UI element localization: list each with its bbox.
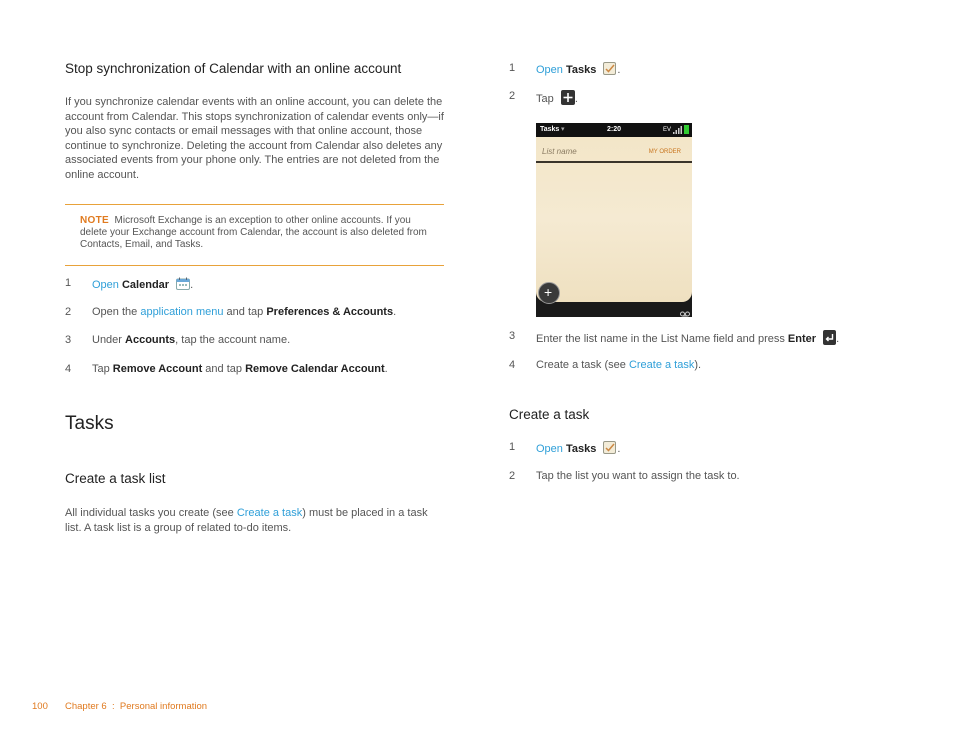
list-item — [509, 90, 889, 108]
step-number: 1 — [65, 277, 72, 289]
paragraph-text: All individual tasks you create (see — [65, 507, 237, 519]
sort-order-selector[interactable]: MY ORDER — [648, 149, 681, 155]
step-bold: Preferences & Accounts — [266, 306, 394, 318]
list-name-placeholder: List name — [542, 147, 577, 156]
enter-key-icon — [823, 330, 836, 348]
step-text: Tap the list you want to assign the task to. — [536, 470, 740, 482]
step-end: , tap the account name. — [175, 334, 291, 346]
status-bar — [536, 123, 692, 137]
step-number: 3 — [65, 334, 72, 346]
list-item — [65, 277, 445, 293]
step-number: 1 — [509, 62, 516, 74]
note-box — [80, 215, 435, 251]
voicemail-icon — [680, 305, 690, 313]
tasks-icon — [603, 441, 617, 457]
step-end: . — [393, 306, 397, 318]
create-a-task-link[interactable]: Create a task — [628, 359, 695, 371]
step-number: 2 — [509, 90, 516, 102]
list-name-field[interactable] — [539, 145, 687, 162]
field-divider — [536, 161, 692, 163]
page-number: 100 — [32, 701, 48, 712]
list-item — [509, 62, 889, 78]
network-label: EV — [663, 127, 672, 133]
plus-icon: + — [544, 284, 553, 300]
step-bold: Tasks — [565, 63, 597, 76]
step-text: and tap — [223, 306, 267, 318]
step-text: Tap — [536, 92, 554, 105]
open-link[interactable]: Open — [536, 442, 563, 455]
step-end: ). — [694, 359, 702, 371]
step-number: 4 — [509, 359, 516, 371]
step-end: . — [574, 92, 578, 105]
create-a-task-heading: Create a task — [509, 407, 590, 422]
open-link[interactable]: Open — [536, 63, 563, 76]
open-link[interactable]: Open — [92, 278, 119, 291]
step-bold: Calendar — [121, 278, 170, 291]
step-end: . — [617, 63, 621, 76]
step-number: 2 — [65, 306, 72, 318]
tasks-icon — [603, 62, 617, 78]
step-end: . — [836, 332, 840, 345]
note-text: Microsoft Exchange is an exception to other online accounts. If you delete your Exchange account from Calendar, the account is also deleted from Contacts, Email, and Tasks. — [80, 215, 427, 250]
section-title: Stop synchronization of Calendar with an online account — [65, 61, 402, 76]
step-text: Under — [92, 334, 126, 346]
phone-screenshot — [536, 123, 692, 317]
step-text: Enter the list name in the List Name field and press — [536, 332, 788, 345]
add-list-button[interactable] — [538, 282, 560, 304]
tasks-canvas — [536, 137, 692, 302]
list-item — [509, 330, 889, 348]
intro-paragraph: If you synchronize calendar events with an online account, you can delete the account from Calendar. This stops synchronization of calendar events only—if you also sync contacts or email messages with that online account, those continue to synchronize. Deleting the account from Calendar also deletes any associated events from your phone only. The entries are not deleted from the online account. — [65, 96, 444, 181]
paragraph-text: ) must be placed in a task — [302, 507, 428, 519]
list-item — [65, 363, 445, 379]
calendar-icon — [176, 277, 190, 293]
new-list-button-icon — [561, 90, 575, 108]
create-a-task-link[interactable]: Create a task — [236, 507, 303, 519]
step-number: 1 — [509, 441, 516, 453]
create-list-paragraph — [65, 506, 455, 535]
list-item — [509, 359, 889, 375]
list-item — [65, 334, 445, 350]
step-end: . — [617, 442, 621, 455]
application-menu-link[interactable]: application menu — [140, 306, 224, 318]
step-number: 2 — [509, 470, 516, 482]
step-text: Open the — [92, 306, 141, 318]
step-bold: Enter — [787, 332, 817, 345]
app-menu-caret-icon: ▾ — [561, 126, 565, 133]
chapter-footer: Chapter 6 : Personal information — [65, 701, 208, 712]
step-bold: Accounts — [125, 334, 176, 346]
battery-icon — [684, 125, 689, 134]
clock: 2:20 — [607, 126, 622, 133]
note-top-rule — [65, 204, 444, 205]
step-text: Create a task (see — [536, 359, 629, 371]
list-item — [65, 306, 445, 322]
step-text: Tap — [92, 363, 113, 375]
note-bottom-rule — [65, 265, 444, 266]
step-text: and tap — [202, 363, 246, 375]
step-number: 3 — [509, 330, 516, 342]
step-end: . — [384, 363, 388, 375]
create-task-list-heading: Create a task list — [65, 471, 166, 486]
tasks-heading: Tasks — [65, 413, 114, 434]
step-end: . — [190, 278, 194, 291]
app-menu-label: Tasks — [540, 126, 560, 133]
list-item — [509, 470, 889, 486]
note-label: NOTE — [80, 215, 109, 226]
list-item — [509, 441, 889, 457]
step-bold: Remove Account — [112, 363, 203, 375]
step-bold: Remove Calendar Account — [245, 363, 385, 375]
paragraph-text: list. A task list is a group of related to-do items. — [65, 521, 292, 534]
step-number: 4 — [65, 363, 72, 375]
step-bold: Tasks — [565, 442, 597, 455]
